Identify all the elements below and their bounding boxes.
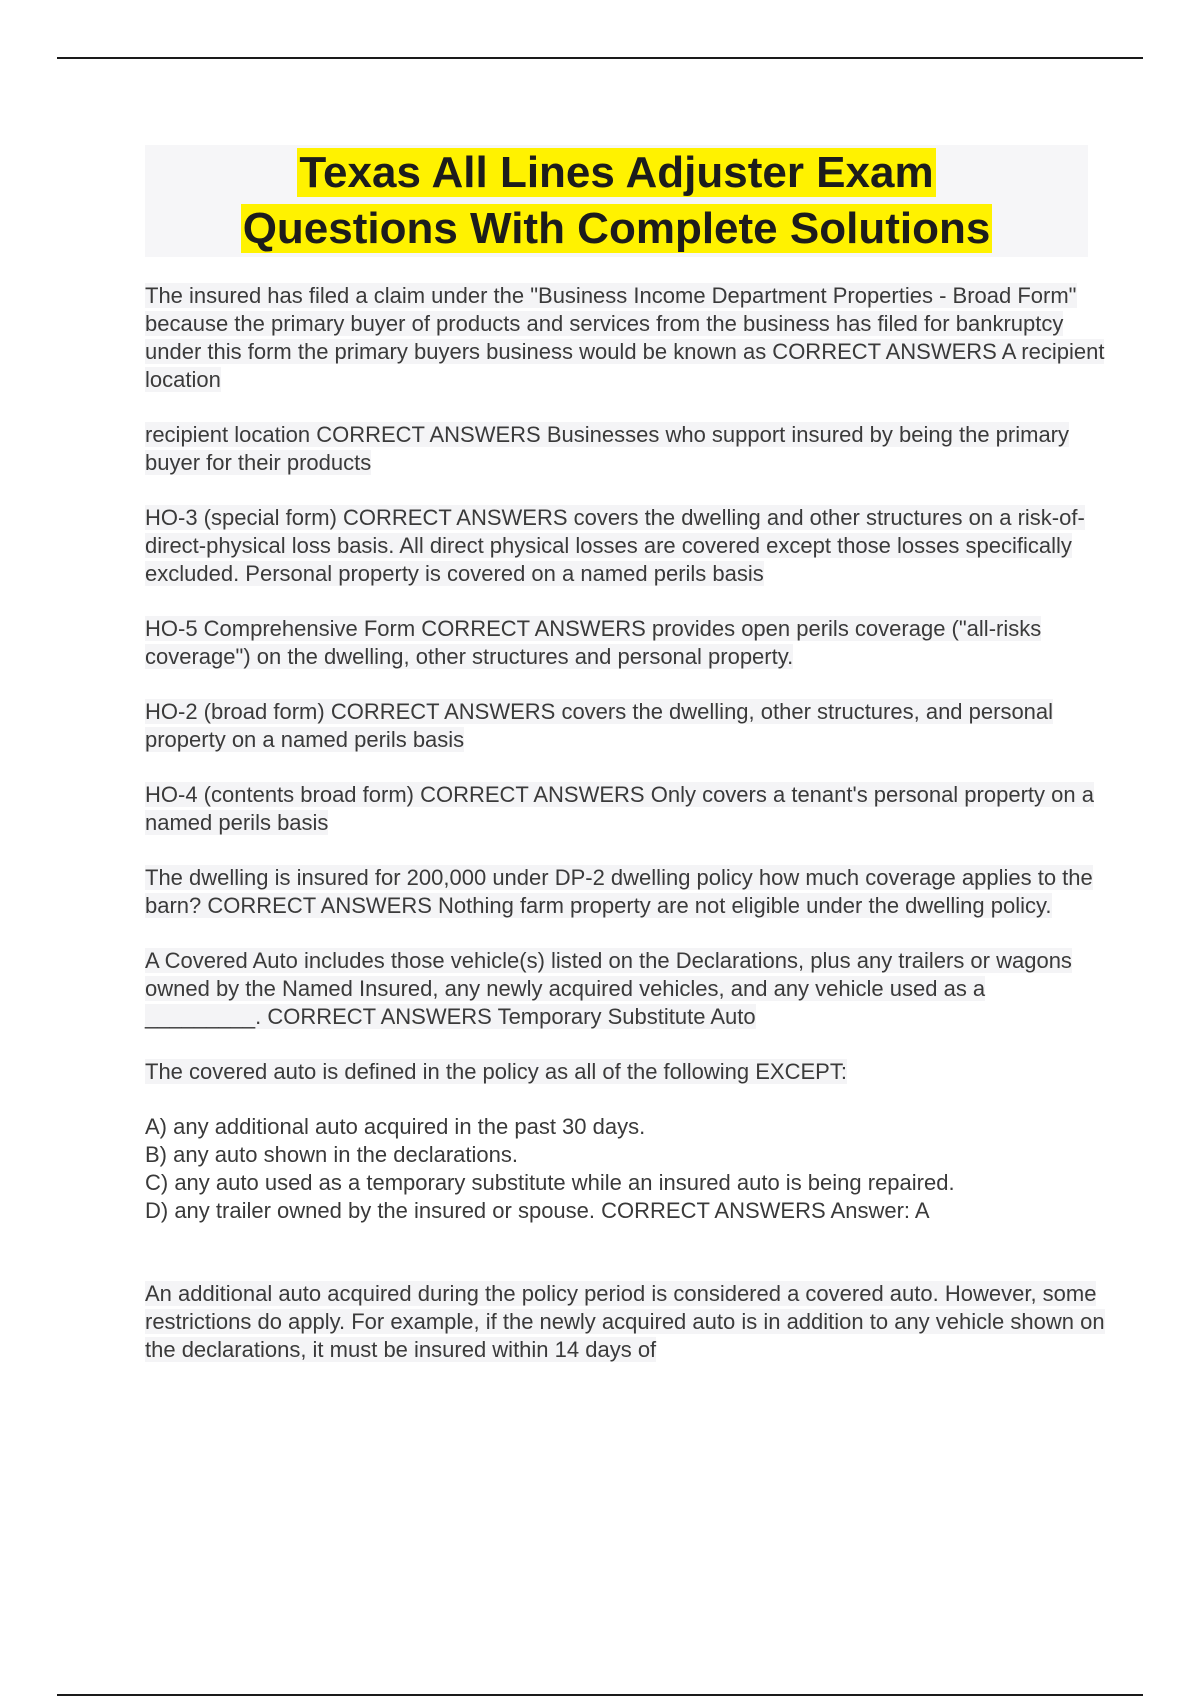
answer-options bbox=[145, 1113, 1105, 1225]
explanation-paragraph: An additional auto acquired during the policy period is considered a covered auto. However, some restrictions do apply. For example, if the newly acquired auto is in addition to any vehicle shown on the declarations, it must be insured within 14 days of bbox=[145, 1281, 1105, 1362]
qa-paragraph-5: HO-2 (broad form) CORRECT ANSWERS covers the dwelling, other structures, and personal property on a named perils basis bbox=[145, 699, 1054, 752]
option-d: D) any trailer owned by the insured or spouse. CORRECT ANSWERS Answer: A bbox=[145, 1198, 930, 1223]
qa-paragraph-4: HO-5 Comprehensive Form CORRECT ANSWERS provides open perils coverage ("all-risks coverage") on the dwelling, other structures and personal property. bbox=[145, 616, 1042, 669]
top-rule bbox=[57, 57, 1143, 59]
document-body bbox=[145, 282, 1105, 1391]
option-b: B) any auto shown in the declarations. bbox=[145, 1142, 519, 1167]
qa-paragraph-7: The dwelling is insured for 200,000 under DP-2 dwelling policy how much coverage applies to the barn? CORRECT ANSWERS Nothing farm property are not eligible under the dwelling policy. bbox=[145, 865, 1093, 918]
document-title bbox=[145, 145, 1088, 257]
option-a: A) any additional auto acquired in the past 30 days. bbox=[145, 1114, 646, 1139]
question-stem: The covered auto is defined in the policy as all of the following EXCEPT: bbox=[145, 1059, 847, 1084]
title-line-1: Texas All Lines Adjuster Exam bbox=[299, 148, 934, 197]
bottom-rule bbox=[57, 1694, 1143, 1696]
qa-paragraph-3: HO-3 (special form) CORRECT ANSWERS covers the dwelling and other structures on a risk-of-direct-physical loss basis. All direct physical losses are covered except those losses specifically excluded. Personal property is covered on a named perils basis bbox=[145, 505, 1085, 586]
qa-paragraph-1: The insured has filed a claim under the "Business Income Department Properties - Broad Form" because the primary buyer of products and services from the business has filed for bankruptcy under this form the primary buyers business would be known as CORRECT ANSWERS A recipient location bbox=[145, 283, 1105, 392]
qa-paragraph-8: A Covered Auto includes those vehicle(s) listed on the Declarations, plus any trailers or wagons owned by the Named Insured, any newly acquired vehicles, and any vehicle used as a _________. CORRECT ANSWERS Temporary Substitute Auto bbox=[145, 948, 1072, 1029]
option-c: C) any auto used as a temporary substitute while an insured auto is being repaired. bbox=[145, 1170, 955, 1195]
title-line-2: Questions With Complete Solutions bbox=[242, 204, 991, 253]
qa-paragraph-2: recipient location CORRECT ANSWERS Businesses who support insured by being the primary buyer for their products bbox=[145, 422, 1069, 475]
qa-paragraph-6: HO-4 (contents broad form) CORRECT ANSWERS Only covers a tenant's personal property on a named perils basis bbox=[145, 782, 1094, 835]
